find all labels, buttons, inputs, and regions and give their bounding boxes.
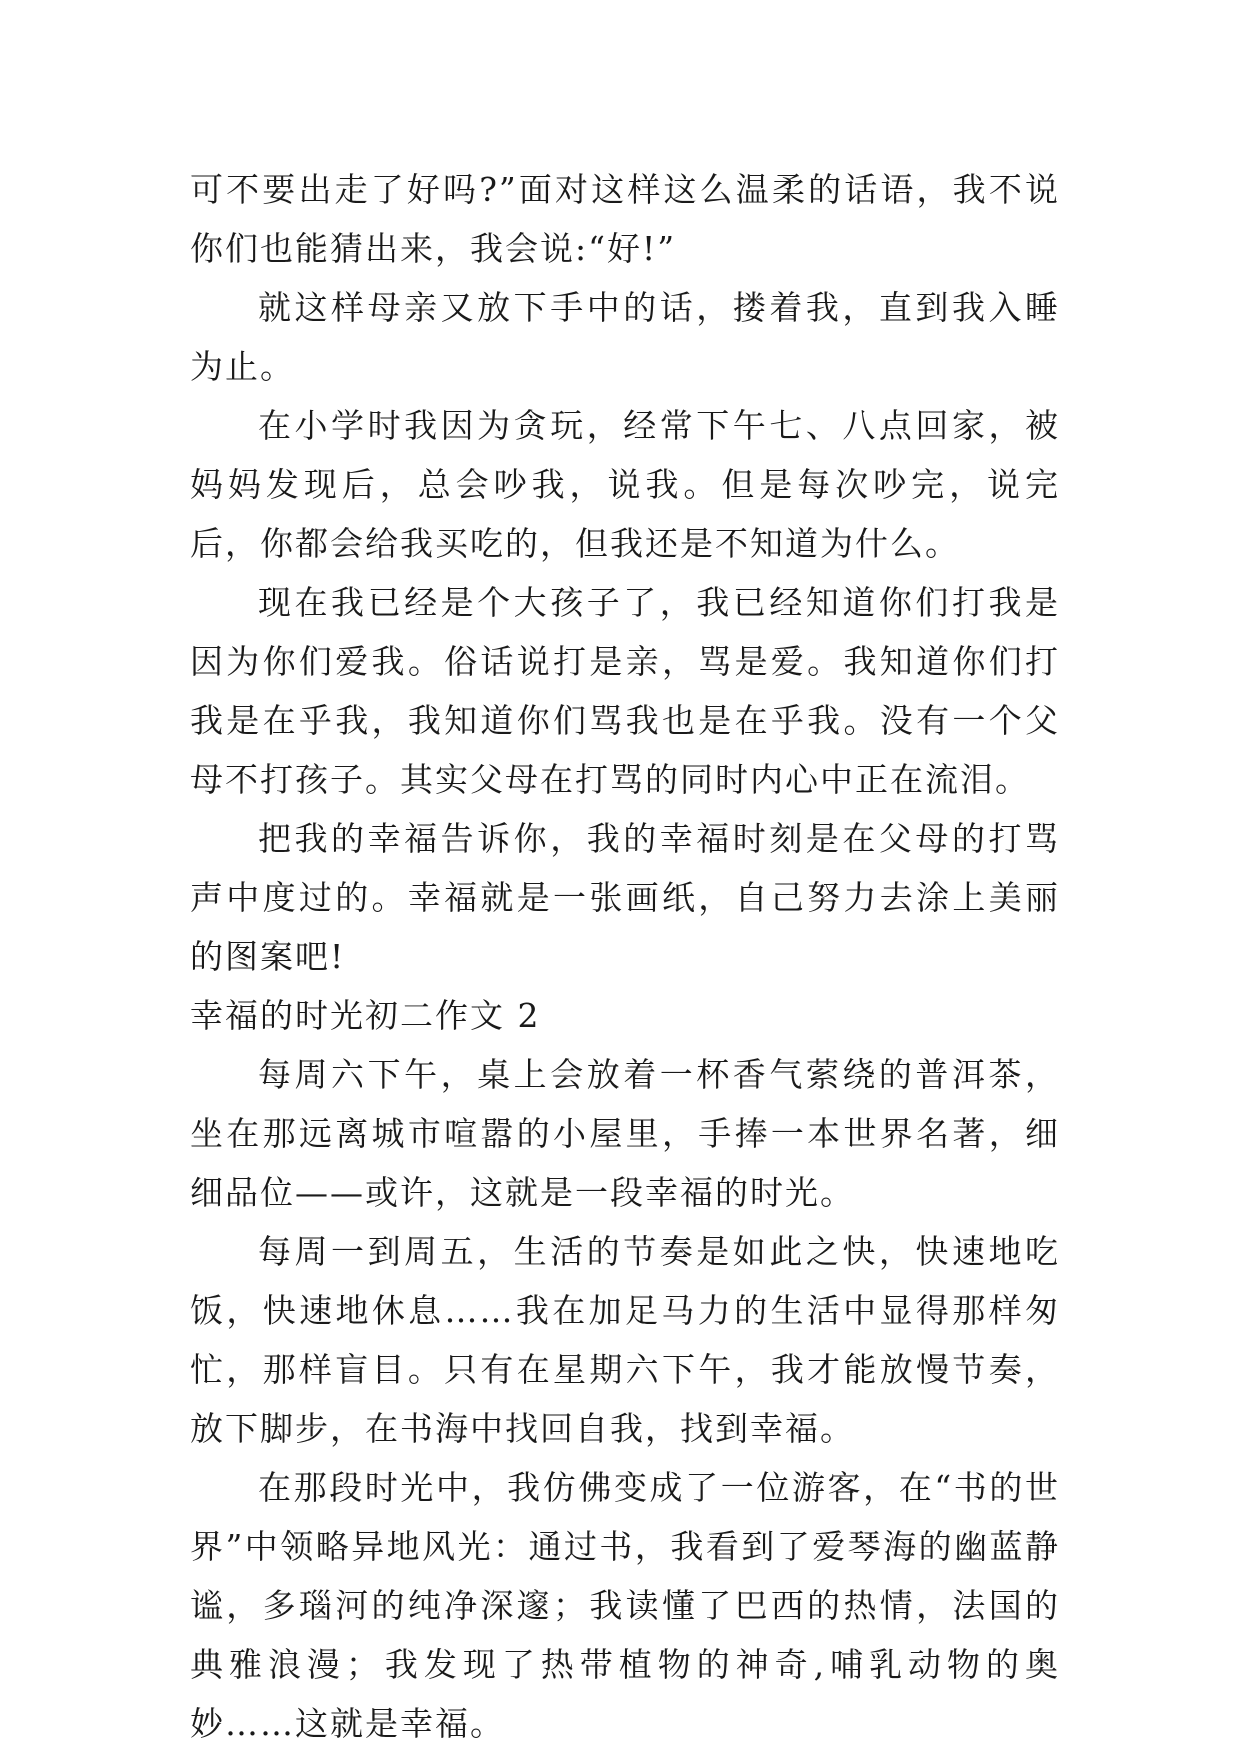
paragraph: 可不要出走了好吗?”面对这样这么温柔的话语，我不说你们也能猜出来，我会说:“好!” — [190, 170, 1060, 268]
paragraph: 现在我已经是个大孩子了，我已经知道你们打我是因为你们爱我。俗话说打是亲，骂是爱。我知道你们打我是在乎我，我知道你们骂我也是在乎我。没有一个父母不打孩子。其实父母在打骂的同时内心中正在流泪。 — [190, 583, 1060, 799]
section-title: 幸福的时光初二作文 2 — [190, 996, 541, 1035]
paragraph: 把我的幸福告诉你，我的幸福时刻是在父母的打骂声中度过的。幸福就是一张画纸，自己努力去涂上美丽的图案吧! — [190, 819, 1060, 976]
document-body — [190, 160, 1060, 1753]
paragraph: 每周一到周五，生活的节奏是如此之快，快速地吃饭，快速地休息……我在加足马力的生活中显得那样匆忙，那样盲目。只有在星期六下午，我才能放慢节奏，放下脚步，在书海中找回自我，找到幸福。 — [190, 1232, 1060, 1448]
paragraph: 每周六下午，桌上会放着一杯香气萦绕的普洱茶，坐在那远离城市喧嚣的小屋里，手捧一本世界名著，细细品位——或许，这就是一段幸福的时光。 — [190, 1055, 1060, 1212]
paragraph: 在小学时我因为贪玩，经常下午七、八点回家，被妈妈发现后，总会吵我，说我。但是每次吵完，说完后，你都会给我买吃的，但我还是不知道为什么。 — [190, 406, 1060, 563]
paragraph: 就这样母亲又放下手中的话，搂着我，直到我入睡为止。 — [190, 288, 1060, 386]
paragraph: 在那段时光中，我仿佛变成了一位游客，在“书的世界”中领略异地风光：通过书，我看到了爱琴海的幽蓝静谧，多瑙河的纯净深邃；我读懂了巴西的热情，法国的典雅浪漫；我发现了热带植物的神奇,哺乳动物的奥妙……这就是幸福。 — [190, 1468, 1060, 1743]
